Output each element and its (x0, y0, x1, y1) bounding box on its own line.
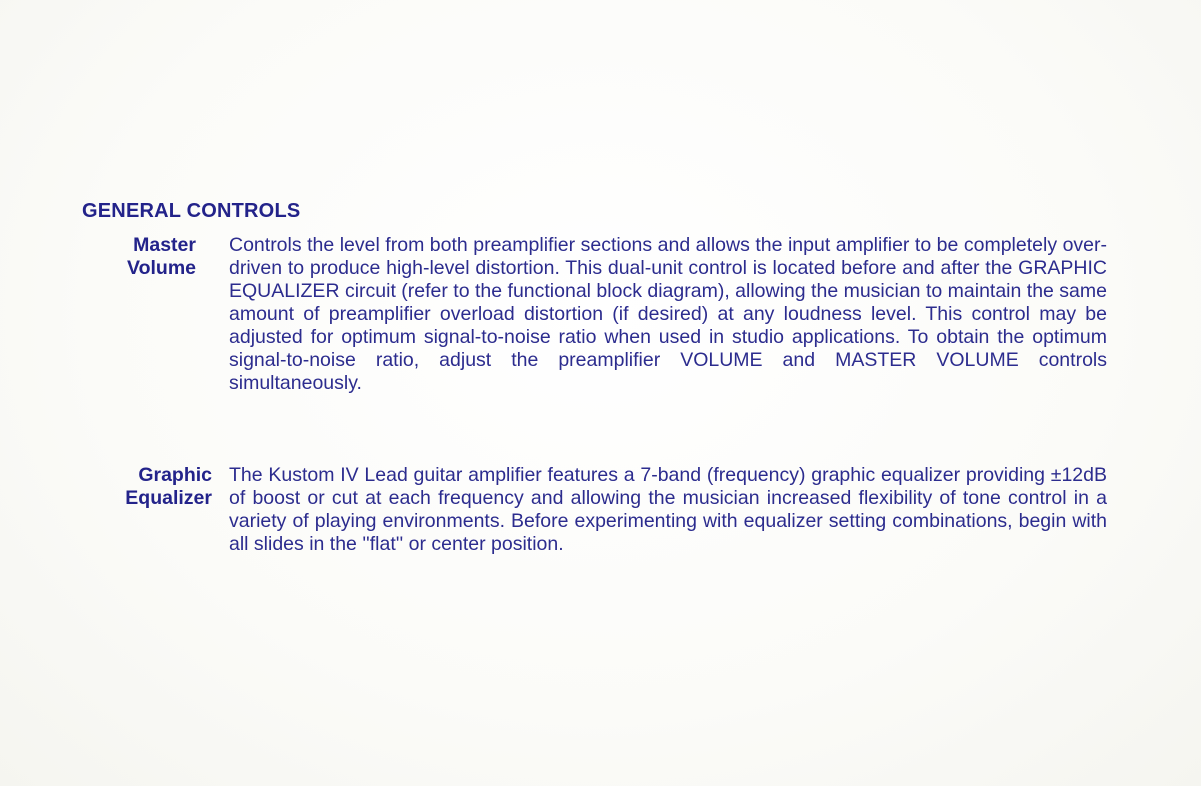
entry-label (100, 234, 196, 280)
section-heading: GENERAL CONTROLS (82, 200, 301, 222)
entry-description: The Kustom IV Lead guitar amplifier features a 7-band (frequency) graphic equalizer providing ±12dB of boost or cut at each frequency and allowing the musician increased flexibility of tone control in a variety of playing environments. Before experimenting with equalizer setting combinations, begin with all slides in the ''flat'' or center position. (229, 464, 1107, 555)
entry-label-line: Equalizer (125, 487, 212, 509)
entry-description: Controls the level from both preamplifier sections and allows the input amplifier to be completely over-driven to produce high-level distortion. This dual-unit control is located before and after the GRAPHIC EQUALIZER circuit (refer to the functional block diagram), allowing the musician to maintain the same amount of preamplifier overload distortion (if desired) at any loudness level. This control may be adjusted for optimum signal-to-noise ratio when used in studio applications. To obtain the optimum signal-to-noise ratio, adjust the preamplifier VOLUME and MASTER VOLUME controls simultaneously. (229, 234, 1107, 394)
entry-label-line: Graphic (138, 464, 212, 486)
entry-label-line: Volume (127, 257, 196, 279)
entry-label-line: Master (133, 234, 196, 256)
entry-label (100, 464, 212, 510)
